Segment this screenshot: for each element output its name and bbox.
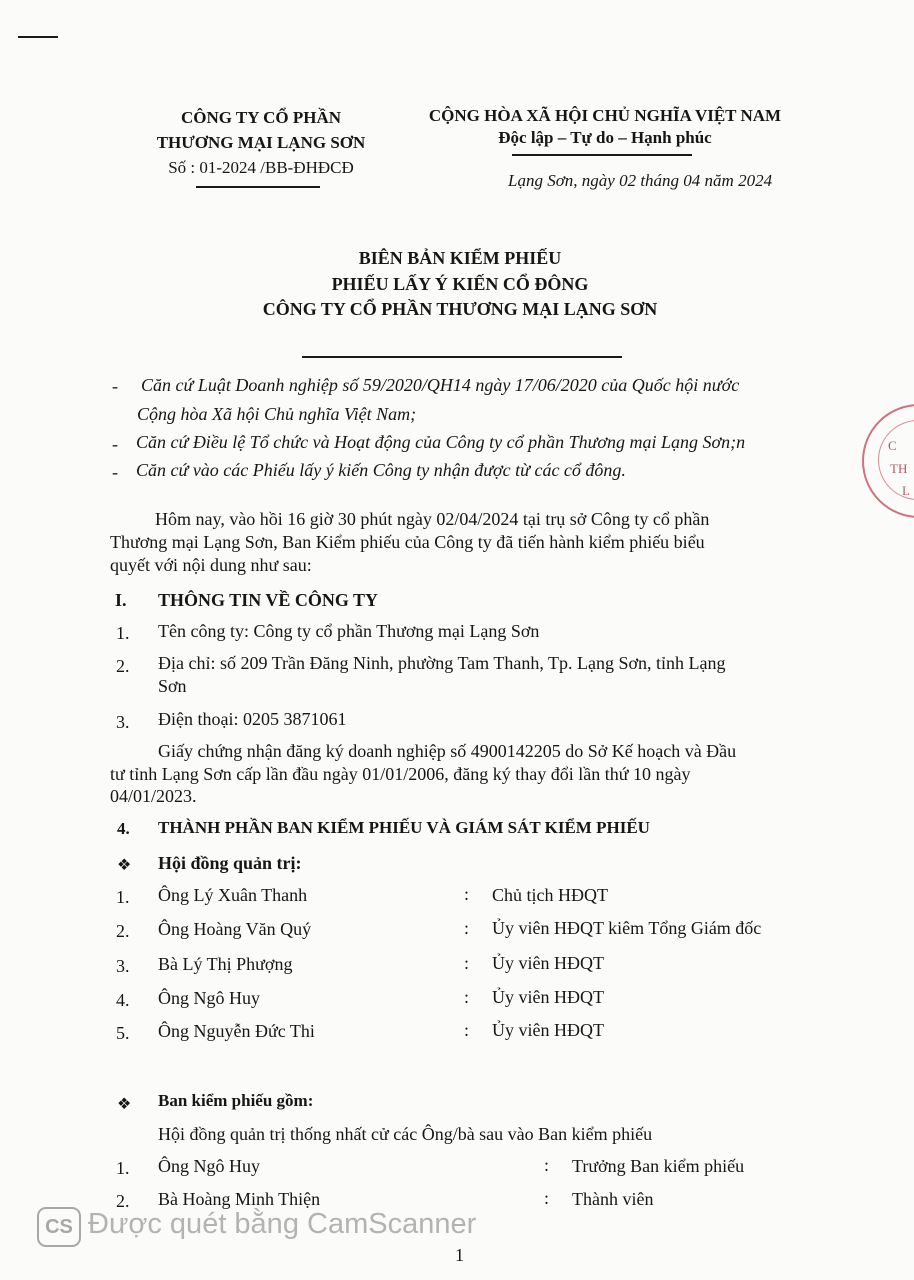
- counting-heading: Ban kiểm phiếu gồm:: [158, 1091, 314, 1110]
- board-member-num: 1.: [116, 887, 130, 907]
- document-number: Số : 01-2024 /BB-ĐHĐCĐ: [168, 158, 354, 177]
- company-name-line2: THƯƠNG MẠI LẠNG SƠN: [156, 133, 366, 152]
- board-member-num: 5.: [116, 1023, 130, 1043]
- board-member-sep: :: [464, 884, 470, 904]
- section-4-number: 4.: [117, 819, 130, 838]
- intro-line2: Thương mại Lạng Sơn, Ban Kiểm phiếu của Công ty đã tiến hành kiểm phiếu biểu: [110, 532, 705, 552]
- document-title-line1: BIÊN BẢN KIỂM PHIẾU: [358, 248, 562, 268]
- board-member-name: Ông Nguyễn Đức Thi: [158, 1021, 315, 1041]
- company-info-num-2: 2.: [116, 656, 130, 676]
- board-member-name: Ông Hoàng Văn Quý: [158, 919, 312, 939]
- company-info-num-3: 3.: [116, 712, 130, 732]
- company-info-address-cont: Sơn: [158, 676, 187, 696]
- document-title-line2: PHIẾU LẤY Ý KIẾN CỔ ĐÔNG: [331, 274, 589, 294]
- registration-line2: tư tỉnh Lạng Sơn cấp lần đầu ngày 01/01/2006, đăng ký thay đổi lần thứ 10 ngày: [110, 764, 691, 784]
- camscanner-logo-icon: CS: [37, 1207, 81, 1247]
- counting-member-name: Ông Ngô Huy: [158, 1156, 260, 1176]
- board-member-name: Ông Ngô Huy: [158, 988, 260, 1008]
- registration-line1: Giấy chứng nhận đăng ký doanh nghiệp số 4900142205 do Sở Kế hoạch và Đầu: [158, 741, 737, 761]
- intro-line1: Hôm nay, vào hồi 16 giờ 30 phút ngày 02/04/2024 tại trụ sở Công ty cổ phần: [155, 509, 710, 529]
- basis-line-2: Căn cứ Điều lệ Tổ chức và Hoạt động của Công ty cổ phần Thương mại Lạng Sơn;n: [136, 432, 746, 452]
- board-member-name: Bà Lý Thị Phượng: [158, 954, 293, 974]
- basis-line-1: Căn cứ Luật Doanh nghiệp số 59/2020/QH14 ngày 17/06/2020 của Quốc hội nước: [141, 375, 740, 395]
- basis-marker-1: -: [112, 376, 118, 396]
- title-underline: [302, 356, 622, 358]
- counting-member-role: Thành viên: [572, 1189, 654, 1209]
- company-seal: C TH L: [862, 404, 914, 518]
- page-number: 1: [455, 1245, 464, 1265]
- place-and-date: Lạng Sơn, ngày 02 tháng 04 năm 2024: [508, 171, 773, 190]
- board-member-sep: :: [464, 918, 470, 938]
- board-member-num: 4.: [116, 990, 130, 1010]
- basis-line-3: Căn cứ vào các Phiếu lấy ý kiến Công ty nhận được từ các cổ đông.: [136, 460, 626, 480]
- camscanner-watermark: Được quét bằng CamScanner: [88, 1208, 477, 1240]
- board-heading: Hội đồng quản trị:: [158, 853, 302, 873]
- board-member-role: Ủy viên HĐQT kiêm Tổng Giám đốc: [492, 918, 762, 938]
- corner-mark: [18, 36, 58, 38]
- board-member-sep: :: [464, 987, 470, 1007]
- board-member-role: Ủy viên HĐQT: [492, 953, 604, 973]
- counting-member-name: Bà Hoàng Minh Thiện: [158, 1189, 321, 1209]
- board-member-sep: :: [464, 1020, 470, 1040]
- header-left-underline: [196, 186, 320, 188]
- counting-member-num: 2.: [116, 1191, 130, 1211]
- board-member-num: 2.: [116, 921, 130, 941]
- board-member-role: Chủ tịch HĐQT: [492, 885, 608, 905]
- national-title: CỘNG HÒA XÃ HỘI CHỦ NGHĨA VIỆT NAM: [428, 106, 782, 125]
- board-member-num: 3.: [116, 956, 130, 976]
- board-member-role: Ủy viên HĐQT: [492, 987, 604, 1007]
- counting-member-sep: :: [544, 1155, 550, 1175]
- board-member-name: Ông Lý Xuân Thanh: [158, 885, 308, 905]
- board-member-role: Ủy viên HĐQT: [492, 1020, 604, 1040]
- company-info-address: Địa chỉ: số 209 Trần Đăng Ninh, phường Tam Thanh, Tp. Lạng Sơn, tỉnh Lạng: [158, 653, 726, 673]
- basis-line-1b: Cộng hòa Xã hội Chủ nghĩa Việt Nam;: [137, 404, 417, 424]
- counting-member-num: 1.: [116, 1158, 130, 1178]
- header-right-underline: [512, 154, 692, 156]
- section-1-number: I.: [115, 590, 127, 610]
- basis-marker-2: -: [112, 434, 118, 454]
- counting-intro: Hội đồng quản trị thống nhất cử các Ông/bà sau vào Ban kiểm phiếu: [158, 1124, 653, 1144]
- section-1-heading: THÔNG TIN VỀ CÔNG TY: [158, 590, 379, 610]
- company-info-phone: Điện thoại: 0205 3871061: [158, 709, 347, 729]
- section-4-heading: THÀNH PHẦN BAN KIỂM PHIẾU VÀ GIÁM SÁT KIỂM PHIẾU: [158, 818, 650, 837]
- document-title-line3: CÔNG TY CỔ PHẦN THƯƠNG MẠI LẠNG SƠN: [262, 299, 658, 319]
- registration-line3: 04/01/2023.: [110, 786, 197, 806]
- board-bullet-icon: ❖: [117, 857, 132, 874]
- national-motto: Độc lập – Tự do – Hạnh phúc: [498, 128, 712, 147]
- company-info-num-1: 1.: [116, 623, 130, 643]
- counting-member-role: Trưởng Ban kiểm phiếu: [572, 1156, 745, 1176]
- board-member-sep: :: [464, 953, 470, 973]
- basis-marker-3: -: [112, 462, 118, 482]
- counting-bullet-icon: ❖: [117, 1096, 132, 1113]
- counting-member-sep: :: [544, 1188, 550, 1208]
- company-info-name: Tên công ty: Công ty cổ phần Thương mại Lạng Sơn: [158, 621, 540, 641]
- company-name-line1: CÔNG TY CỔ PHẦN: [180, 108, 342, 127]
- intro-line3: quyết với nội dung như sau:: [110, 555, 312, 575]
